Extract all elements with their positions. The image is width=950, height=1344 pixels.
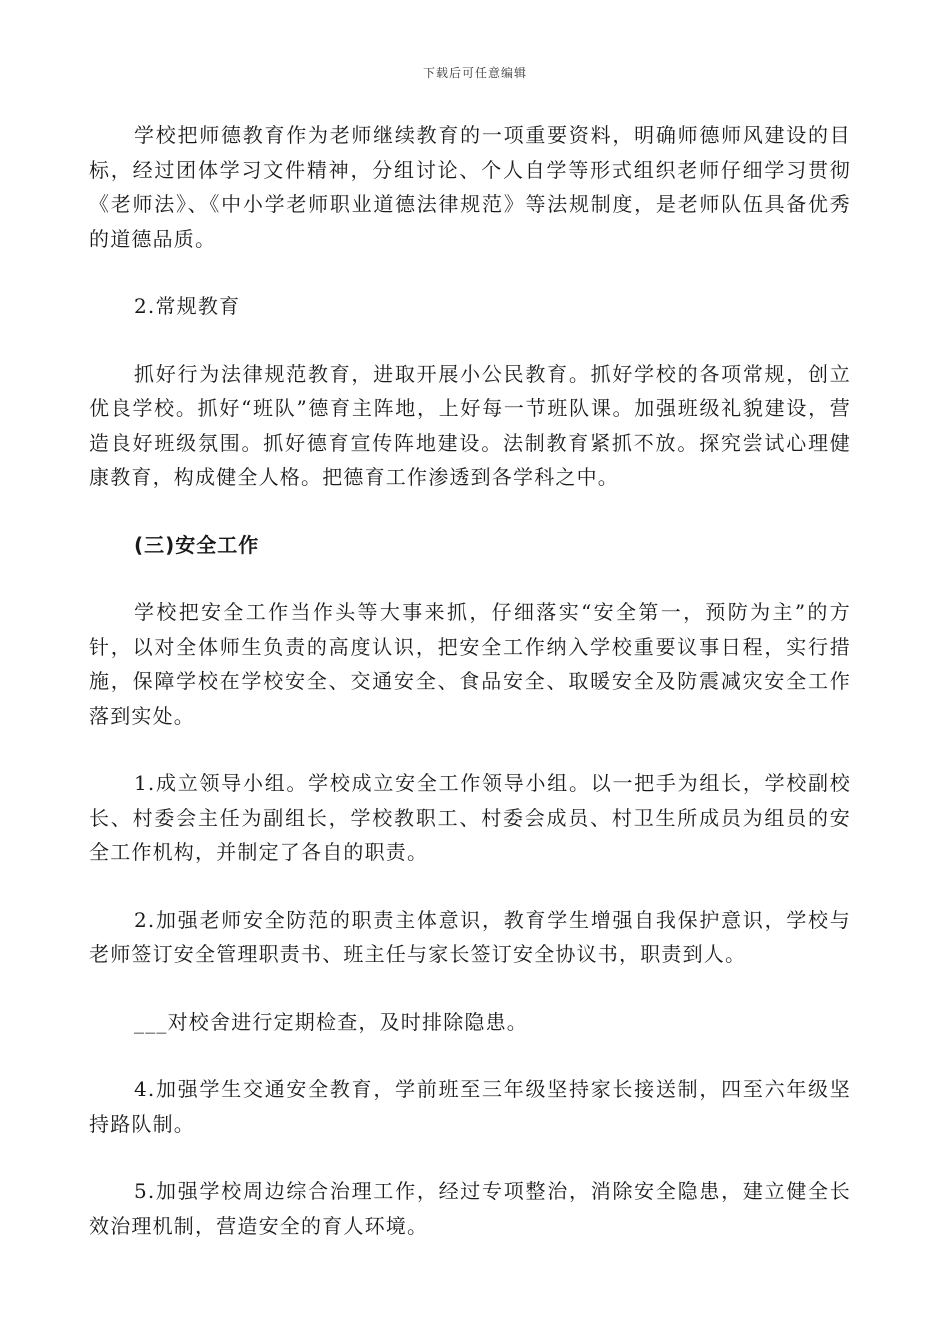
- paragraph-teacher-ethics: 学校把师德教育作为老师继续教育的一项重要资料，明确师德师风建设的目标，经过团体学习文件精神，分组讨论、个人自学等形式组织老师仔细学习贯彻《老师法》、《中小学老师职业道德法律规范》等法规制度，是老师队伍具备优秀的道德品质。: [89, 123, 851, 251]
- document-body: [89, 118, 851, 1243]
- paragraph-safety-item-5: 5.加强学校周边综合治理工作，经过专项整治，消除安全隐患，建立健全长效治理机制，营造安全的育人环境。: [89, 1179, 851, 1238]
- paragraph-safety-item-4: 4.加强学生交通安全教育，学前班至三年级坚持家长接送制，四至六年级坚持路队制。: [89, 1077, 851, 1136]
- section-heading-safety: (三)安全工作: [134, 532, 260, 557]
- page-header-note: 下载后可任意编辑: [422, 66, 527, 80]
- paragraph-safety-item-2: 2.加强老师安全防范的职责主体意识，教育学生增强自我保护意识，学校与老师签订安全管理职责书、班主任与家长签订安全协议书，职责到人。: [89, 907, 851, 966]
- paragraph-safety-item-3: ___对校舍进行定期检查，及时排除隐患。: [134, 1009, 528, 1034]
- paragraph-safety-item-1: 1.成立领导小组。学校成立安全工作领导小组。以一把手为组长，学校副校长、村委会主任为副组长，学校教职工、村委会成员、村卫生所成员为组员的安全工作机构，并制定了各自的职责。: [89, 771, 851, 864]
- paragraph-safety-overview: 学校把安全工作当作头等大事来抓，仔细落实“安全第一，预防为主”的方针，以对全体师生负责的高度认识，把安全工作纳入学校重要议事日程，实行措施，保障学校在学校安全、交通安全、食品安全、取暖安全及防震减灾安全工作落到实处。: [89, 600, 851, 728]
- paragraph-regular-education: 抓好行为法律规范教育，进取开展小公民教育。抓好学校的各项常规，创立优良学校。抓好“班队”德育主阵地，上好每一节班队课。加强班级礼貌建设，营造良好班级氛围。抓好德育宣传阵地建设。法制教育紧抓不放。探究尝试心理健康教育，构成健全人格。把德育工作渗透到各学科之中。: [89, 361, 851, 489]
- subheading-regular-education: 2.常规教育: [134, 294, 241, 318]
